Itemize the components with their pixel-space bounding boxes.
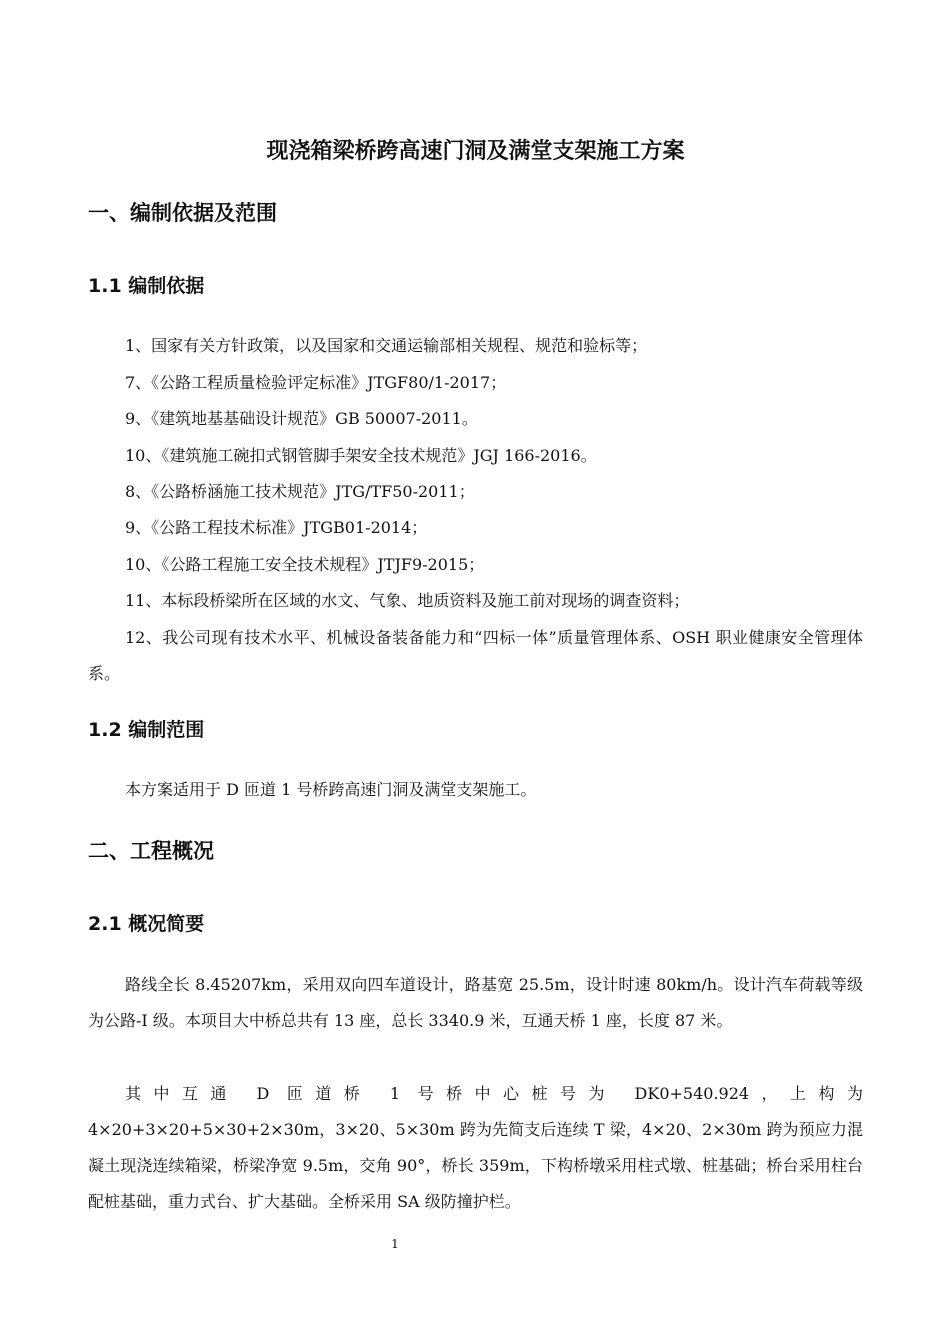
basis-item-1: 1、国家有关方针政策，以及国家和交通运输部相关规程、规范和验标等；	[125, 336, 648, 355]
basis-item-3: 9、《建筑地基基础设计规范》GB 50007-2011。	[125, 409, 478, 428]
overview-paragraph-1: 路线全长 8.45207km，采用双向四车道设计，路基宽 25.5m，设计时速 80km/h。设计汽车荷载等级为公路-I 级。本项目大中桥总共有 13 座，总长 3340.9 米，互通天桥 1 座，长度 87 米。	[88, 975, 863, 1030]
document-title: 现浇箱梁桥跨高速门洞及满堂支架施工方案	[266, 139, 685, 164]
basis-item-8: 11、本标段桥梁所在区域的水文、气象、地质资料及施工前对现场的调查资料；	[125, 591, 690, 610]
section-1-heading: 一、编制依据及范围	[88, 201, 277, 225]
basis-item-5: 8、《公路桥涵施工技术规范》JTG/TF50-2011；	[125, 482, 475, 501]
basis-item-2: 7、《公路工程质量检验评定标准》JTGF80/1-2017；	[125, 373, 507, 392]
basis-item-7: 10、《公路工程施工安全技术规程》JTJF9-2015；	[125, 555, 485, 574]
section-2-heading: 二、工程概况	[88, 839, 214, 863]
page-number: 1	[391, 1237, 399, 1251]
basis-item-6: 9、《公路工程技术标准》JTGB01-2014；	[125, 518, 428, 537]
section-2-1-heading: 2.1 概况简要	[88, 913, 205, 935]
scope-text: 本方案适用于 D 匝道 1 号桥跨高速门洞及满堂支架施工。	[125, 780, 537, 799]
section-1-2-heading: 1.2 编制范围	[88, 719, 205, 741]
overview-paragraph-2-line-1: 其中互通 D 匝道桥 1 号桥中心桩号为 DK0+540.924，上构为	[125, 1084, 863, 1103]
overview-paragraph-2-rest: 4×20+3×20+5×30+2×30m，3×20、5×30m 跨为先简支后连续 T 梁，4×20、2×30m 跨为预应力混凝土现浇连续箱梁，桥梁净宽 9.5m，交角 90°，桥长 359m，下构桥墩采用柱式墩、桩基础；桥台采用柱台配桩基础，重力式台、扩大基础。全桥采用 SA 级防撞护栏。	[88, 1120, 863, 1211]
basis-item-4: 10、《建筑施工碗扣式钢管脚手架安全技术规范》JGJ 166-2016。	[125, 446, 597, 465]
basis-item-9: 12、我公司现有技术水平、机械设备装备能力和“四标一体”质量管理体系、OSH 职业健康安全管理体系。	[88, 628, 863, 683]
section-1-1-heading: 1.1 编制依据	[88, 275, 205, 297]
